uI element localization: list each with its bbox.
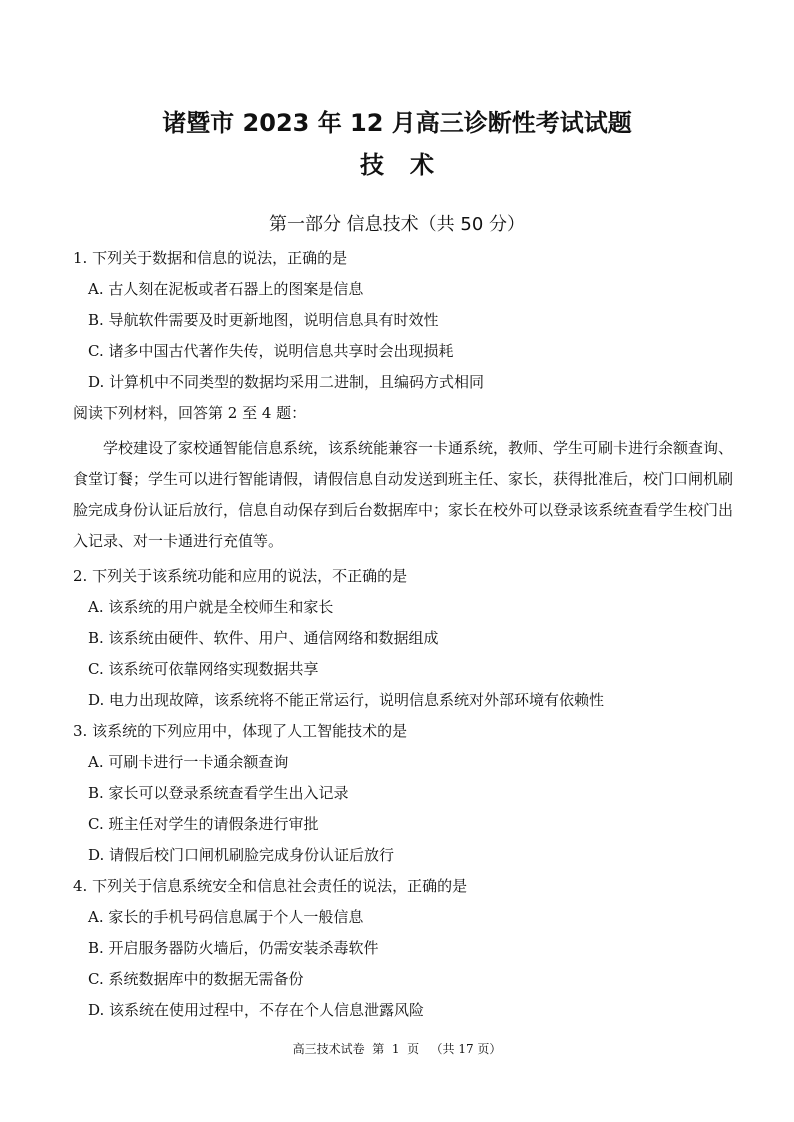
option-4c: C. 系统数据库中的数据无需备份	[88, 970, 304, 988]
option-3c: C. 班主任对学生的请假条进行审批	[88, 815, 319, 833]
option-2d: D. 电力出现故障，该系统将不能正常运行，说明信息系统对外部环境有依赖性	[88, 691, 605, 709]
option-1d: D. 计算机中不同类型的数据均采用二进制，且编码方式相同	[88, 373, 485, 391]
question-stem-3: 3. 该系统的下列应用中，体现了人工智能技术的是	[73, 722, 408, 740]
page-footer: 高三技术试卷 第 1 页 （共 17 页）	[292, 1042, 502, 1056]
exam-content	[73, 247, 733, 1030]
option-2b: B. 该系统由硬件、软件、用户、通信网络和数据组成	[88, 629, 439, 647]
material-paragraph: 学校建设了家校通智能信息系统，该系统能兼容一卡通系统，教师、学生可刷卡进行余额查询、食堂订餐；学生可以进行智能请假，请假信息自动发送到班主任、家长，获得批准后，校门口闸机刷脸完成身份认证后放行，信息自动保存到后台数据库中；家长在校外可以登录该系统查看学生校门出入记录、对一卡通进行充值等。	[73, 439, 734, 550]
option-2c: C. 该系统可依靠网络实现数据共享	[88, 660, 319, 678]
question-stem-2: 2. 下列关于该系统功能和应用的说法，不正确的是	[73, 567, 408, 585]
option-1a: A. 古人刻在泥板或者石器上的图案是信息	[88, 280, 364, 298]
option-1c: C. 诸多中国古代著作失传，说明信息共享时会出现损耗	[88, 342, 454, 360]
option-3a: A. 可刷卡进行一卡通余额查询	[88, 753, 289, 771]
option-3b: B. 家长可以登录系统查看学生出入记录	[88, 784, 349, 802]
question-stem-4: 4. 下列关于信息系统安全和信息社会责任的说法，正确的是	[73, 877, 468, 895]
subject-title: 技术	[360, 151, 460, 179]
option-2a: A. 该系统的用户就是全校师生和家长	[88, 598, 334, 616]
material-intro: 阅读下列材料，回答第 2 至 4 题：	[73, 404, 307, 422]
exam-title: 诸暨市 2023 年 12 月高三诊断性考试试题	[162, 109, 632, 137]
option-4d: D. 该系统在使用过程中，不存在个人信息泄露风险	[88, 1001, 425, 1019]
option-3d: D. 请假后校门口闸机刷脸完成身份认证后放行	[88, 846, 395, 864]
option-1b: B. 导航软件需要及时更新地图，说明信息具有时效性	[88, 311, 439, 329]
question-stem-1: 1. 下列关于数据和信息的说法，正确的是	[73, 249, 348, 267]
option-4b: B. 开启服务器防火墙后，仍需安装杀毒软件	[88, 939, 379, 957]
part-heading: 第一部分 信息技术（共 50 分）	[268, 214, 526, 235]
option-4a: A. 家长的手机号码信息属于个人一般信息	[88, 908, 364, 926]
